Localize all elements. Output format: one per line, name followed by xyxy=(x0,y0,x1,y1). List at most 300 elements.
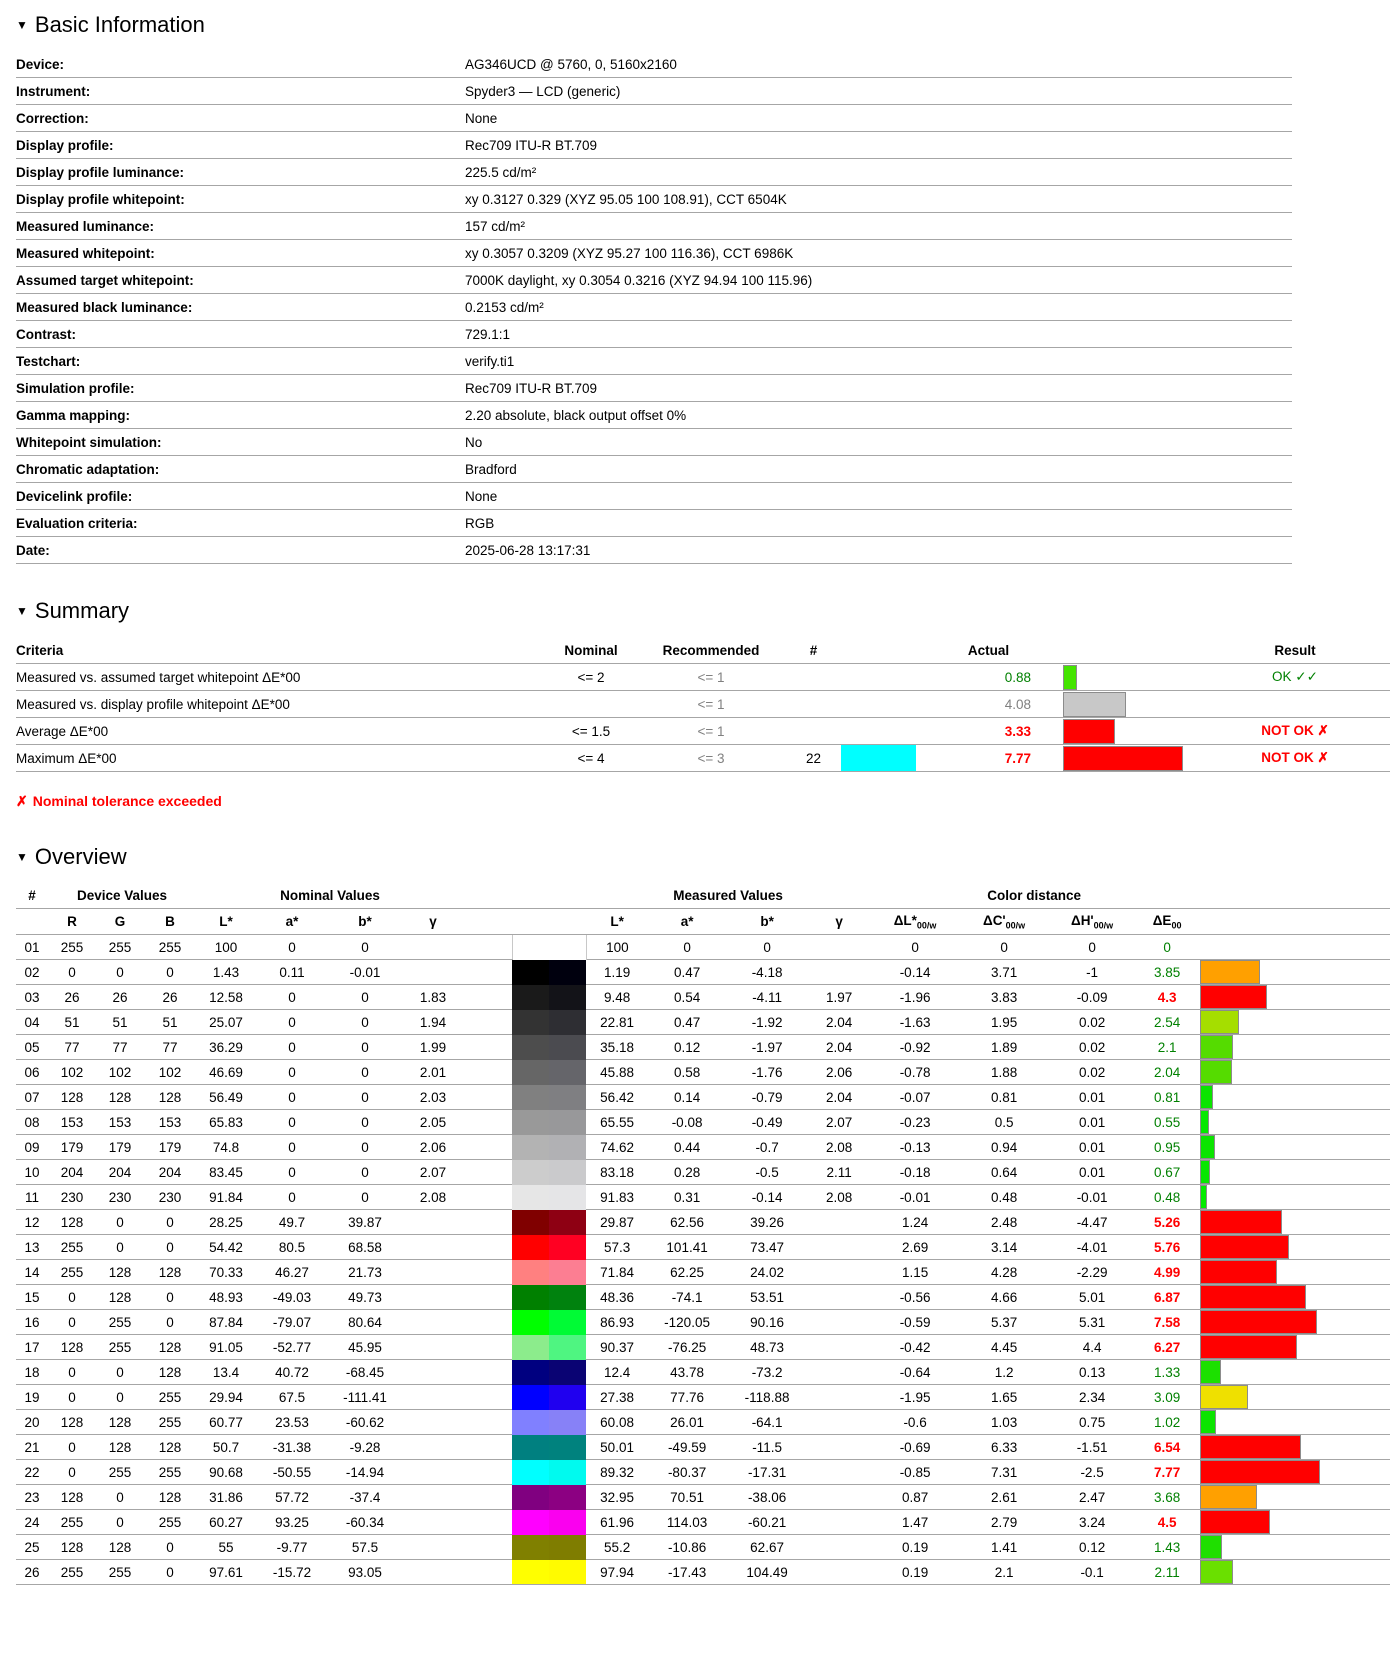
color-swatch xyxy=(512,1085,586,1110)
cell-measured-a: 114.03 xyxy=(648,1510,726,1535)
cell-nominal-a: 93.25 xyxy=(256,1510,328,1535)
overview-row xyxy=(16,1110,1390,1135)
basic-info-row xyxy=(16,429,1292,456)
basic-info-row xyxy=(16,159,1292,186)
cell-delta-e: 6.87 xyxy=(1136,1285,1198,1310)
summary-actual: 3.33 xyxy=(916,718,1061,745)
basic-info-value: verify.ti1 xyxy=(465,348,1292,375)
cell-index: 21 xyxy=(16,1435,48,1460)
overview-row xyxy=(16,1210,1390,1235)
basic-info-label: Chromatic adaptation: xyxy=(16,456,465,483)
cell-device-g: 0 xyxy=(96,1510,144,1535)
cell-nominal-l: 60.77 xyxy=(196,1410,256,1435)
delta-e-bar-cell xyxy=(1198,1160,1390,1185)
cell-nominal-b: -68.45 xyxy=(328,1360,402,1385)
summary-bar-cell xyxy=(1061,691,1200,718)
cell-nominal-b: -37.4 xyxy=(328,1485,402,1510)
overview-row xyxy=(16,1085,1390,1110)
cell-delta-e: 4.3 xyxy=(1136,985,1198,1010)
overview-row xyxy=(16,1160,1390,1185)
cell-device-r: 0 xyxy=(48,960,96,985)
summary-bar-cell xyxy=(1061,745,1200,772)
cell-nominal-a: 57.72 xyxy=(256,1485,328,1510)
cell-measured-gamma xyxy=(808,1335,870,1360)
basic-info-value: RGB xyxy=(465,510,1292,537)
cell-distance-dc: 0.48 xyxy=(960,1185,1048,1210)
collapse-triangle-icon[interactable]: ▼ xyxy=(16,850,28,864)
cell-spacer xyxy=(464,1135,512,1160)
cell-measured-b: 0 xyxy=(726,935,808,960)
cell-distance-dh: 0 xyxy=(1048,935,1136,960)
delta-e-bar xyxy=(1200,960,1260,984)
overview-row xyxy=(16,1010,1390,1035)
cell-distance-dl: -0.64 xyxy=(870,1360,960,1385)
cell-device-b: 0 xyxy=(144,1560,196,1585)
basic-info-row xyxy=(16,456,1292,483)
delta-e-bar-cell xyxy=(1198,1210,1390,1235)
cell-measured-b: -0.7 xyxy=(726,1135,808,1160)
group-color-distance: Color distance xyxy=(870,883,1198,909)
cell-device-g: 77 xyxy=(96,1035,144,1060)
subheader-measured-γ: γ xyxy=(808,909,870,935)
cell-distance-dl: -1.95 xyxy=(870,1385,960,1410)
cell-device-b: 0 xyxy=(144,1210,196,1235)
summary-actual: 7.77 xyxy=(916,745,1061,772)
cell-distance-dc: 0.81 xyxy=(960,1085,1048,1110)
cell-distance-dl: 1.47 xyxy=(870,1510,960,1535)
cell-device-b: 255 xyxy=(144,1510,196,1535)
cell-nominal-a: 0 xyxy=(256,1185,328,1210)
color-swatch xyxy=(512,1335,586,1360)
cell-measured-gamma xyxy=(808,1235,870,1260)
cell-spacer xyxy=(464,1535,512,1560)
group-bar-spacer xyxy=(1198,883,1390,909)
cell-distance-dl: -0.59 xyxy=(870,1310,960,1335)
cell-nominal-a: 0 xyxy=(256,1085,328,1110)
cell-distance-dc: 2.61 xyxy=(960,1485,1048,1510)
cell-distance-dh: 0.01 xyxy=(1048,1135,1136,1160)
cell-measured-b: -1.97 xyxy=(726,1035,808,1060)
overview-row xyxy=(16,1535,1390,1560)
cell-device-g: 128 xyxy=(96,1435,144,1460)
cell-device-b: 51 xyxy=(144,1010,196,1035)
cell-measured-l: 89.32 xyxy=(586,1460,648,1485)
cell-measured-a: -74.1 xyxy=(648,1285,726,1310)
cell-nominal-b: -111.41 xyxy=(328,1385,402,1410)
cell-measured-b: 104.49 xyxy=(726,1560,808,1585)
overview-row xyxy=(16,1260,1390,1285)
summary-heading xyxy=(16,598,1376,624)
cell-measured-a: 43.78 xyxy=(648,1360,726,1385)
color-swatch xyxy=(512,1060,586,1085)
basic-info-value: 2025-06-28 13:17:31 xyxy=(465,537,1292,564)
cell-measured-l: 71.84 xyxy=(586,1260,648,1285)
cell-device-g: 0 xyxy=(96,1385,144,1410)
delta-e-bar xyxy=(1200,1035,1233,1059)
cell-measured-gamma: 2.08 xyxy=(808,1185,870,1210)
cell-measured-l: 35.18 xyxy=(586,1035,648,1060)
collapse-triangle-icon[interactable]: ▼ xyxy=(16,18,28,32)
subheader-device-R: R xyxy=(48,909,96,935)
cell-measured-l: 56.42 xyxy=(586,1085,648,1110)
cell-measured-l: 27.38 xyxy=(586,1385,648,1410)
color-swatch xyxy=(512,1235,586,1260)
group-nominal-values: Nominal Values xyxy=(196,883,464,909)
basic-info-label: Testchart: xyxy=(16,348,465,375)
summary-col-recommended: Recommended xyxy=(636,637,786,664)
delta-e-bar-cell xyxy=(1198,960,1390,985)
cell-measured-a: 0.54 xyxy=(648,985,726,1010)
summary-max-patch-swatch xyxy=(841,718,916,745)
summary-actual: 0.88 xyxy=(916,664,1061,691)
cell-device-g: 204 xyxy=(96,1160,144,1185)
cell-index: 25 xyxy=(16,1535,48,1560)
summary-col-swatch xyxy=(841,637,916,664)
cell-distance-dh: 0.01 xyxy=(1048,1085,1136,1110)
basic-info-label: Assumed target whitepoint: xyxy=(16,267,465,294)
cell-nominal-b: 49.73 xyxy=(328,1285,402,1310)
cell-measured-l: 60.08 xyxy=(586,1410,648,1435)
cell-distance-dh: -4.01 xyxy=(1048,1235,1136,1260)
color-swatch xyxy=(512,1310,586,1335)
cell-device-r: 128 xyxy=(48,1485,96,1510)
section-overview xyxy=(16,844,1376,1585)
cell-index: 16 xyxy=(16,1310,48,1335)
delta-e-bar-cell xyxy=(1198,1310,1390,1335)
cell-distance-dc: 3.83 xyxy=(960,985,1048,1010)
basic-info-row xyxy=(16,321,1292,348)
cell-device-b: 128 xyxy=(144,1435,196,1460)
cell-nominal-b: -60.34 xyxy=(328,1510,402,1535)
cell-index: 11 xyxy=(16,1185,48,1210)
delta-e-bar xyxy=(1200,1260,1277,1284)
summary-result xyxy=(1200,691,1390,718)
cell-spacer xyxy=(464,1510,512,1535)
cell-measured-a: -80.37 xyxy=(648,1460,726,1485)
cell-device-r: 204 xyxy=(48,1160,96,1185)
cell-device-b: 102 xyxy=(144,1060,196,1085)
cell-device-b: 153 xyxy=(144,1110,196,1135)
cell-distance-dc: 1.41 xyxy=(960,1535,1048,1560)
overview-row xyxy=(16,960,1390,985)
cell-spacer xyxy=(464,985,512,1010)
group-swatch-spacer xyxy=(464,883,586,909)
cell-nominal-a: 67.5 xyxy=(256,1385,328,1410)
basic-info-label: Display profile whitepoint: xyxy=(16,186,465,213)
summary-criteria: Measured vs. display profile whitepoint ΔE*00 xyxy=(16,691,546,718)
cell-measured-l: 22.81 xyxy=(586,1010,648,1035)
cell-device-g: 179 xyxy=(96,1135,144,1160)
cell-spacer xyxy=(464,1260,512,1285)
cell-delta-e: 7.58 xyxy=(1136,1310,1198,1335)
summary-result: NOT OK ✗ xyxy=(1200,718,1390,745)
cell-nominal-gamma: 1.83 xyxy=(402,985,464,1010)
overview-table xyxy=(16,883,1390,1585)
summary-count xyxy=(786,664,841,691)
cell-nominal-l: 83.45 xyxy=(196,1160,256,1185)
cell-delta-e: 3.09 xyxy=(1136,1385,1198,1410)
cell-device-r: 153 xyxy=(48,1110,96,1135)
cell-spacer xyxy=(464,1285,512,1310)
cell-nominal-gamma xyxy=(402,1235,464,1260)
cell-measured-l: 83.18 xyxy=(586,1160,648,1185)
cell-distance-dh: 0.12 xyxy=(1048,1535,1136,1560)
cell-measured-gamma xyxy=(808,1210,870,1235)
cell-nominal-b: 21.73 xyxy=(328,1260,402,1285)
cell-measured-b: 73.47 xyxy=(726,1235,808,1260)
basic-info-value: Bradford xyxy=(465,456,1292,483)
cell-nominal-l: 36.29 xyxy=(196,1035,256,1060)
cell-index: 23 xyxy=(16,1485,48,1510)
basic-info-label: Display profile: xyxy=(16,132,465,159)
basic-info-row xyxy=(16,267,1292,294)
cell-measured-gamma: 2.08 xyxy=(808,1135,870,1160)
summary-recommended: <= 1 xyxy=(636,664,786,691)
basic-info-value: xy 0.3057 0.3209 (XYZ 95.27 100 116.36), CCT 6986K xyxy=(465,240,1292,267)
subheader-bar-spacer xyxy=(1198,909,1390,935)
cell-delta-e: 2.54 xyxy=(1136,1010,1198,1035)
cell-measured-b: 48.73 xyxy=(726,1335,808,1360)
cell-nominal-l: 29.94 xyxy=(196,1385,256,1410)
cell-nominal-l: 100 xyxy=(196,935,256,960)
cell-device-g: 0 xyxy=(96,1235,144,1260)
group-device-values: Device Values xyxy=(48,883,196,909)
subheader-distance-ΔC': $\Delta C'_{00/w}$ xyxy=(960,909,1048,935)
cell-device-r: 51 xyxy=(48,1010,96,1035)
cell-measured-b: 39.26 xyxy=(726,1210,808,1235)
cell-distance-dh: -1.51 xyxy=(1048,1435,1136,1460)
overview-row xyxy=(16,1185,1390,1210)
cell-delta-e: 1.43 xyxy=(1136,1535,1198,1560)
cell-measured-b: -1.92 xyxy=(726,1010,808,1035)
cell-measured-a: 62.56 xyxy=(648,1210,726,1235)
basic-info-row xyxy=(16,402,1292,429)
cell-nominal-gamma xyxy=(402,1410,464,1435)
cell-spacer xyxy=(464,1185,512,1210)
cell-measured-gamma xyxy=(808,960,870,985)
cell-device-b: 0 xyxy=(144,960,196,985)
cell-measured-b: 53.51 xyxy=(726,1285,808,1310)
cell-nominal-gamma xyxy=(402,1535,464,1560)
cell-delta-e: 0.81 xyxy=(1136,1085,1198,1110)
summary-criteria: Maximum ΔE*00 xyxy=(16,745,546,772)
cell-device-g: 153 xyxy=(96,1110,144,1135)
subheader-num xyxy=(16,909,48,935)
overview-row xyxy=(16,1060,1390,1085)
overview-row xyxy=(16,1335,1390,1360)
cell-measured-b: -73.2 xyxy=(726,1360,808,1385)
cell-device-r: 102 xyxy=(48,1060,96,1085)
cell-device-r: 128 xyxy=(48,1210,96,1235)
cell-nominal-gamma xyxy=(402,1435,464,1460)
cell-device-b: 128 xyxy=(144,1260,196,1285)
summary-bar-cell xyxy=(1061,718,1200,745)
cell-nominal-gamma: 1.99 xyxy=(402,1035,464,1060)
cell-measured-l: 100 xyxy=(586,935,648,960)
cell-measured-b: -17.31 xyxy=(726,1460,808,1485)
cell-nominal-a: 0 xyxy=(256,1010,328,1035)
cell-device-r: 26 xyxy=(48,985,96,1010)
delta-e-bar xyxy=(1200,1085,1213,1109)
cell-distance-dl: -1.63 xyxy=(870,1010,960,1035)
delta-e-bar-cell xyxy=(1198,1460,1390,1485)
delta-e-bar-cell xyxy=(1198,1410,1390,1435)
color-swatch xyxy=(512,1185,586,1210)
cell-delta-e: 6.27 xyxy=(1136,1335,1198,1360)
cell-measured-a: 101.41 xyxy=(648,1235,726,1260)
basic-info-label: Simulation profile: xyxy=(16,375,465,402)
color-swatch xyxy=(512,1535,586,1560)
cell-index: 03 xyxy=(16,985,48,1010)
cell-measured-l: 55.2 xyxy=(586,1535,648,1560)
cell-distance-dh: 0.75 xyxy=(1048,1410,1136,1435)
cell-distance-dh: 0.13 xyxy=(1048,1360,1136,1385)
overview-row xyxy=(16,1310,1390,1335)
cell-spacer xyxy=(464,1560,512,1585)
basic-info-label: Gamma mapping: xyxy=(16,402,465,429)
cell-distance-dh: 5.01 xyxy=(1048,1285,1136,1310)
delta-e-bar xyxy=(1200,1135,1215,1159)
cell-measured-gamma: 2.06 xyxy=(808,1060,870,1085)
cell-distance-dc: 4.28 xyxy=(960,1260,1048,1285)
summary-delta-e-bar xyxy=(1063,746,1183,771)
cell-measured-a: 26.01 xyxy=(648,1410,726,1435)
cell-measured-b: -38.06 xyxy=(726,1485,808,1510)
cell-device-g: 128 xyxy=(96,1535,144,1560)
cell-distance-dc: 1.03 xyxy=(960,1410,1048,1435)
cell-index: 06 xyxy=(16,1060,48,1085)
cell-spacer xyxy=(464,1010,512,1035)
cell-device-g: 255 xyxy=(96,1335,144,1360)
overview-row xyxy=(16,1285,1390,1310)
delta-e-bar xyxy=(1200,1535,1222,1559)
cell-spacer xyxy=(464,1160,512,1185)
cell-distance-dl: -0.01 xyxy=(870,1185,960,1210)
group-num: # xyxy=(16,883,48,909)
basic-info-value: 157 cd/m² xyxy=(465,213,1292,240)
delta-e-bar-cell xyxy=(1198,1085,1390,1110)
cell-measured-b: -1.76 xyxy=(726,1060,808,1085)
cell-index: 12 xyxy=(16,1210,48,1235)
cell-index: 10 xyxy=(16,1160,48,1185)
cell-nominal-b: -0.01 xyxy=(328,960,402,985)
cell-distance-dh: 2.34 xyxy=(1048,1385,1136,1410)
summary-max-patch-swatch xyxy=(841,691,916,718)
cell-distance-dl: -0.42 xyxy=(870,1335,960,1360)
basic-info-row xyxy=(16,510,1292,537)
cell-distance-dh: 0.02 xyxy=(1048,1035,1136,1060)
cell-index: 13 xyxy=(16,1235,48,1260)
cell-nominal-gamma xyxy=(402,1210,464,1235)
cell-device-r: 0 xyxy=(48,1385,96,1410)
delta-e-bar-cell xyxy=(1198,1060,1390,1085)
cell-nominal-a: 49.7 xyxy=(256,1210,328,1235)
cell-device-b: 0 xyxy=(144,1235,196,1260)
cell-measured-gamma xyxy=(808,1410,870,1435)
basic-info-label: Instrument: xyxy=(16,78,465,105)
subheader-measured-a*: a* xyxy=(648,909,726,935)
overview-row xyxy=(16,1360,1390,1385)
cell-spacer xyxy=(464,1435,512,1460)
section-basic-information xyxy=(16,12,1376,564)
cell-index: 04 xyxy=(16,1010,48,1035)
basic-info-label: Date: xyxy=(16,537,465,564)
cell-distance-dl: -0.13 xyxy=(870,1135,960,1160)
basic-info-row xyxy=(16,294,1292,321)
basic-info-row xyxy=(16,348,1292,375)
cell-nominal-l: 65.83 xyxy=(196,1110,256,1135)
cell-index: 18 xyxy=(16,1360,48,1385)
cell-nominal-a: 46.27 xyxy=(256,1260,328,1285)
summary-criteria: Average ΔE*00 xyxy=(16,718,546,745)
delta-e-bar xyxy=(1200,1110,1209,1134)
cell-distance-dl: 0.19 xyxy=(870,1535,960,1560)
cell-measured-gamma: 2.11 xyxy=(808,1160,870,1185)
cell-nominal-a: 40.72 xyxy=(256,1360,328,1385)
basic-info-label: Measured whitepoint: xyxy=(16,240,465,267)
cell-device-g: 128 xyxy=(96,1260,144,1285)
basic-info-row xyxy=(16,375,1292,402)
cell-index: 01 xyxy=(16,935,48,960)
cell-spacer xyxy=(464,1310,512,1335)
cell-index: 22 xyxy=(16,1460,48,1485)
cell-measured-gamma xyxy=(808,1435,870,1460)
cell-distance-dc: 0.5 xyxy=(960,1110,1048,1135)
subheader-swatch-spacer xyxy=(464,909,586,935)
cell-measured-a: -120.05 xyxy=(648,1310,726,1335)
cell-distance-dh: -2.5 xyxy=(1048,1460,1136,1485)
cell-delta-e: 0.55 xyxy=(1136,1110,1198,1135)
cell-device-b: 230 xyxy=(144,1185,196,1210)
cell-nominal-b: 0 xyxy=(328,1060,402,1085)
cell-measured-a: 0.14 xyxy=(648,1085,726,1110)
cell-nominal-l: 70.33 xyxy=(196,1260,256,1285)
cell-nominal-l: 28.25 xyxy=(196,1210,256,1235)
overview-title: Overview xyxy=(34,844,127,869)
cell-nominal-gamma xyxy=(402,1560,464,1585)
cell-distance-dl: -0.78 xyxy=(870,1060,960,1085)
cell-delta-e: 2.04 xyxy=(1136,1060,1198,1085)
overview-row xyxy=(16,1135,1390,1160)
summary-col-actual: Actual xyxy=(916,637,1061,664)
delta-e-bar-cell xyxy=(1198,1260,1390,1285)
color-swatch xyxy=(512,1435,586,1460)
cell-nominal-l: 25.07 xyxy=(196,1010,256,1035)
basic-info-value: AG346UCD @ 5760, 0, 5160x2160 xyxy=(465,51,1292,78)
cell-index: 09 xyxy=(16,1135,48,1160)
cell-device-r: 0 xyxy=(48,1460,96,1485)
cell-nominal-l: 12.58 xyxy=(196,985,256,1010)
cell-distance-dc: 1.89 xyxy=(960,1035,1048,1060)
delta-e-bar-cell xyxy=(1198,1385,1390,1410)
summary-criteria: Measured vs. assumed target whitepoint ΔE*00 xyxy=(16,664,546,691)
cell-measured-l: 90.37 xyxy=(586,1335,648,1360)
cell-nominal-l: 31.86 xyxy=(196,1485,256,1510)
delta-e-bar xyxy=(1200,1060,1232,1084)
delta-e-bar-cell xyxy=(1198,1285,1390,1310)
cell-nominal-gamma xyxy=(402,1335,464,1360)
cell-nominal-b: 0 xyxy=(328,1135,402,1160)
cell-distance-dh: -0.09 xyxy=(1048,985,1136,1010)
cell-nominal-b: -14.94 xyxy=(328,1460,402,1485)
cell-distance-dh: 4.4 xyxy=(1048,1335,1136,1360)
cell-nominal-l: 91.05 xyxy=(196,1335,256,1360)
overview-row xyxy=(16,985,1390,1010)
cell-spacer xyxy=(464,935,512,960)
collapse-triangle-icon[interactable]: ▼ xyxy=(16,604,28,618)
cell-measured-gamma xyxy=(808,1310,870,1335)
cell-nominal-b: 0 xyxy=(328,1160,402,1185)
